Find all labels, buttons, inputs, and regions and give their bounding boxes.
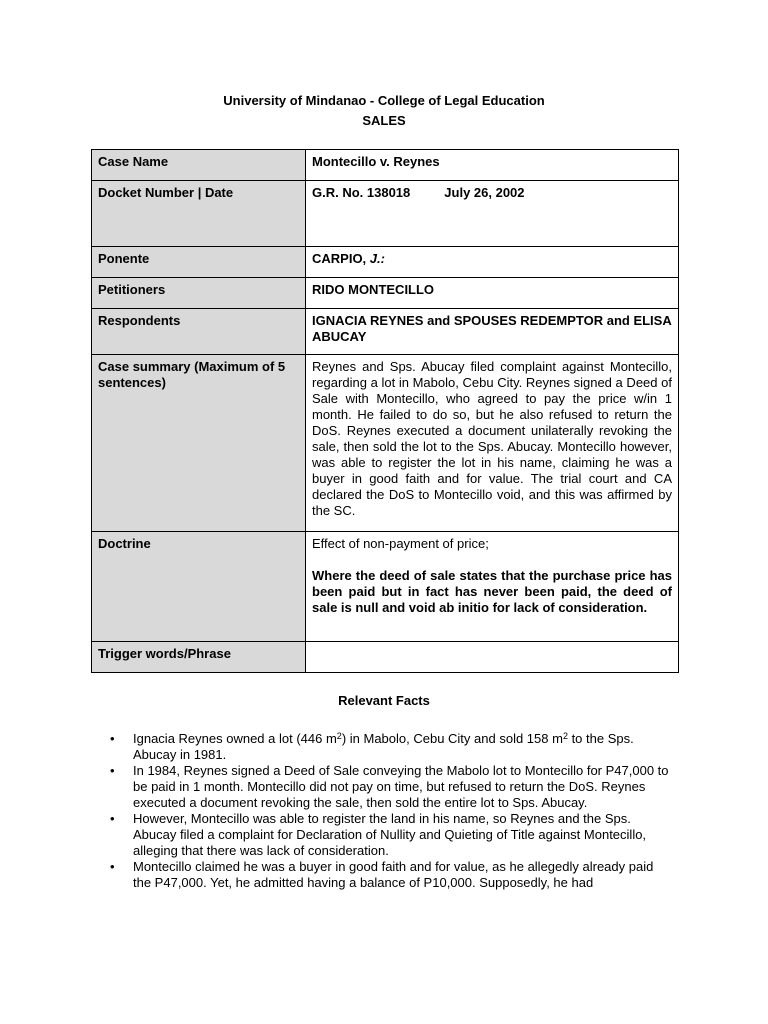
fact-text: to the Sps. Abucay in 1981.: [133, 731, 634, 762]
row-respondents: [92, 309, 679, 355]
trigger-words-label: Trigger words/Phrase: [92, 642, 306, 673]
bullet-icon: •: [110, 763, 115, 778]
doctrine-rule: Where the deed of sale states that the purchase price has been paid but in fact has never been paid, the deed of sale is null and void ab initio for lack of consideration.: [312, 568, 672, 615]
case-summary-label: Case summary (Maximum of 5 sentences): [92, 355, 306, 532]
case-digest-table: [91, 149, 679, 673]
doctrine-value: [306, 532, 679, 642]
fact-text: However, Montecillo was able to register the land in his name, so Reynes and the Sps. Abucay filed a complaint for Declaration of Nullity and Quieting of Title against Montecillo, alleging that there was lack of consideration.: [133, 811, 647, 858]
document-header-subject: SALES: [362, 113, 406, 128]
superscript: 2: [336, 731, 342, 741]
row-case-name: [92, 150, 679, 181]
ponente-title: J.:: [369, 251, 385, 266]
doctrine-label: Doctrine: [92, 532, 306, 642]
row-trigger-words: [92, 642, 679, 673]
fact-text: Montecillo claimed he was a buyer in good faith and for value, as he allegedly already paid the P47,000. Yet, he admitted having a balance of P10,000. Supposedly, he had: [133, 859, 654, 890]
bullet-icon: •: [110, 731, 115, 746]
list-item: [110, 763, 670, 811]
list-item: [110, 731, 670, 763]
relevant-facts-list: [110, 731, 670, 891]
bullet-icon: •: [110, 811, 115, 826]
trigger-words-value: [306, 642, 679, 673]
docket-value: [306, 181, 679, 247]
relevant-facts-heading: Relevant Facts: [338, 693, 430, 708]
fact-text: Ignacia Reynes owned a lot (446 m: [133, 731, 337, 746]
row-doctrine: [92, 532, 679, 642]
ponente-value: [306, 247, 679, 278]
superscript: 2: [562, 731, 568, 741]
fact-text: ) in Mabolo, Cebu City and sold 158 m: [341, 731, 563, 746]
docket-date: July 26, 2002: [444, 185, 525, 200]
row-ponente: [92, 247, 679, 278]
row-case-summary: [92, 355, 679, 532]
petitioners-value: RIDO MONTECILLO: [306, 278, 679, 309]
fact-text: In 1984, Reynes signed a Deed of Sale conveying the Mabolo lot to Montecillo for P47,000 to be paid in 1 month. Montecillo did not pay on time, but refused to return the DoS. Reynes executed a document revoking the sale, then sold the entire lot to Sps. Abucay.: [133, 763, 669, 810]
case-name-value: Montecillo v. Reynes: [306, 150, 679, 181]
ponente-name: CARPIO,: [312, 251, 370, 266]
row-docket: [92, 181, 679, 247]
doctrine-intro: Effect of non-payment of price;: [312, 536, 489, 551]
docket-label: Docket Number | Date: [92, 181, 306, 247]
ponente-label: Ponente: [92, 247, 306, 278]
list-item: [110, 811, 670, 859]
bullet-icon: •: [110, 859, 115, 874]
document-header-institution: University of Mindanao - College of Legal Education: [223, 93, 545, 108]
respondents-value: IGNACIA REYNES and SPOUSES REDEMPTOR and ELISA ABUCAY: [306, 309, 679, 355]
list-item: [110, 859, 670, 891]
respondents-label: Respondents: [92, 309, 306, 355]
docket-number: G.R. No. 138018: [312, 185, 411, 200]
case-name-label: Case Name: [92, 150, 306, 181]
row-petitioners: [92, 278, 679, 309]
petitioners-label: Petitioners: [92, 278, 306, 309]
case-summary-value: Reynes and Sps. Abucay filed complaint against Montecillo, regarding a lot in Mabolo, Cebu City. Reynes signed a Deed of Sale with Montecillo, who agreed to pay the price w/in 1 month. He failed to do so, but he also refused to return the DoS. Reynes executed a document unilaterally revoking the sale, then sold the lot to the Sps. Abucay. Montecillo however, was able to register the lot in his name, claiming he was a buyer in good faith and for value. The trial court and CA declared the DoS to Montecillo void, and this was affirmed by the SC.: [306, 355, 679, 532]
